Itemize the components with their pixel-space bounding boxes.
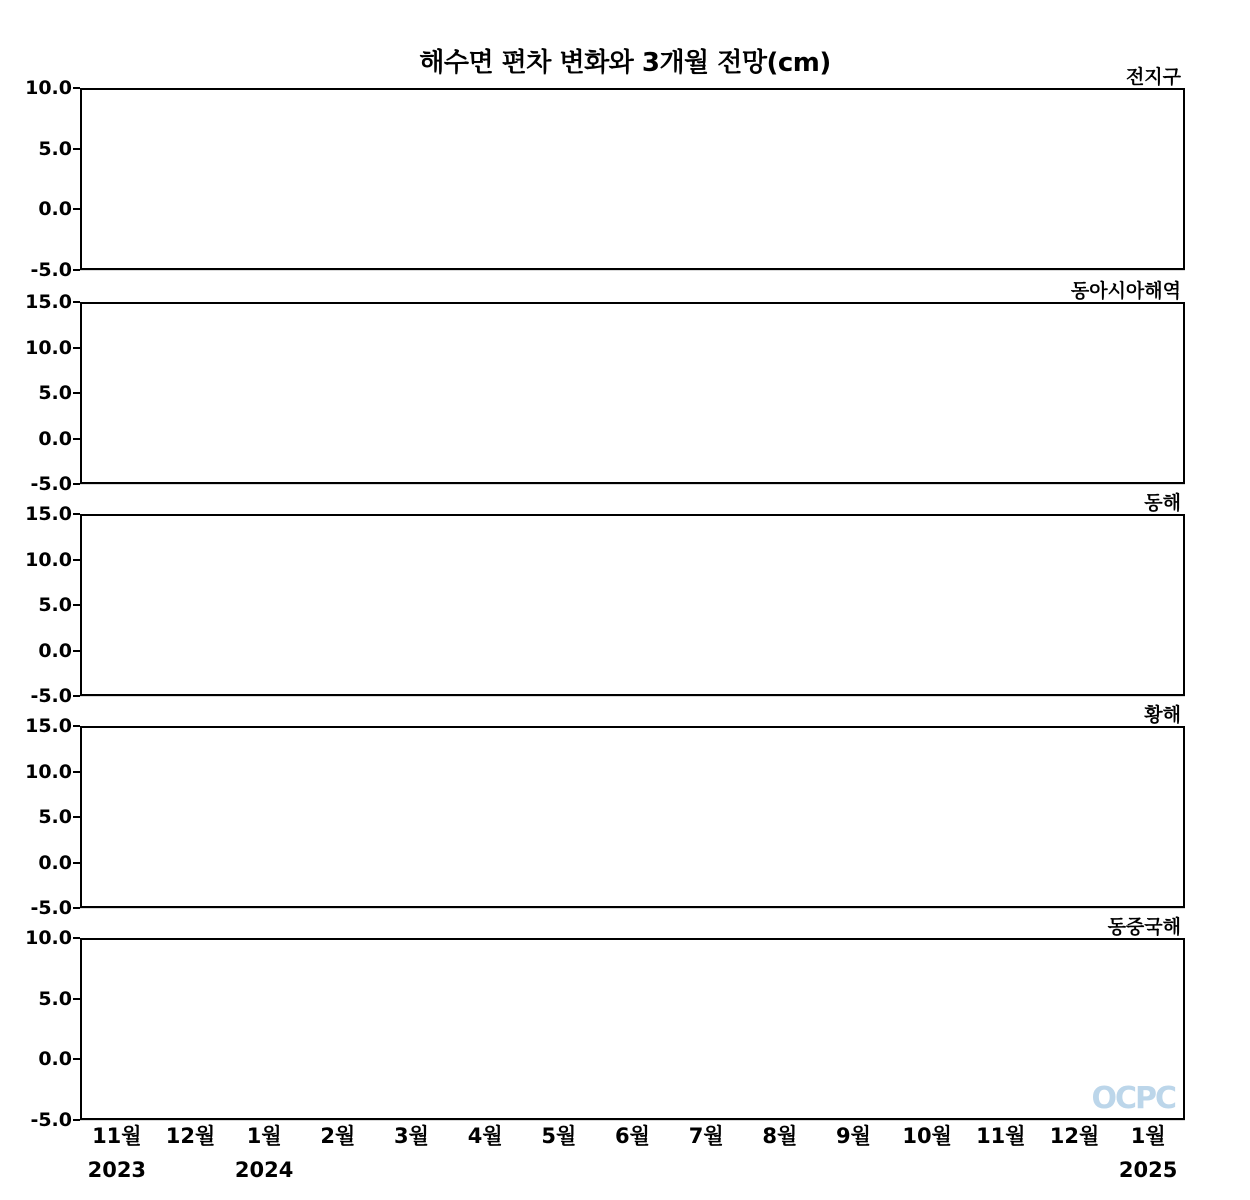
- chart-panel: [25, 66, 1185, 281]
- x-axis-year-label: 2024: [234, 1158, 294, 1182]
- y-axis-tick-label: 5.0: [38, 382, 72, 404]
- x-axis-year-label: 2025: [1118, 1158, 1178, 1182]
- gridline: [80, 270, 1185, 271]
- panel-title: 황해: [1144, 704, 1181, 726]
- y-axis-tick-mark: [73, 816, 80, 818]
- x-axis-tick-label: 11월: [976, 1124, 1026, 1148]
- y-axis-tick-label: -5.0: [30, 685, 72, 707]
- x-axis-tick-label: 12월: [165, 1124, 216, 1148]
- y-axis-tick-mark: [73, 907, 80, 909]
- y-axis-tick-mark: [73, 937, 80, 939]
- chart-panel: [25, 492, 1185, 707]
- y-axis-tick-label: 10.0: [25, 548, 72, 571]
- panel-title: 동해: [1144, 492, 1181, 514]
- panel-border: [80, 938, 1185, 1120]
- panel-title: 동중국해: [1107, 916, 1181, 938]
- gridline: [80, 484, 1185, 485]
- y-axis-tick-label: 0.0: [38, 427, 72, 450]
- x-axis-tick-label: 3월: [394, 1124, 429, 1148]
- y-axis-tick-label: 10.0: [25, 336, 72, 359]
- y-axis-tick-mark: [73, 301, 80, 303]
- y-axis-tick-label: 15.0: [25, 291, 72, 313]
- gridline: [80, 696, 1185, 697]
- chart-panel: [25, 280, 1185, 495]
- x-axis-tick-label: 5월: [541, 1124, 577, 1148]
- y-axis-tick-label: 10.0: [25, 760, 72, 783]
- y-axis-tick-mark: [73, 513, 80, 515]
- y-axis-tick-mark: [73, 87, 80, 89]
- y-axis-tick-label: -5.0: [30, 473, 72, 495]
- y-axis-tick-label: 5.0: [38, 987, 72, 1010]
- y-axis-tick-label: 15.0: [25, 715, 72, 737]
- panel-border: [80, 88, 1185, 270]
- y-axis-tick-mark: [73, 862, 80, 864]
- y-axis-tick-mark: [73, 269, 80, 271]
- y-axis-tick-label: -5.0: [30, 897, 72, 919]
- y-axis-tick-mark: [73, 604, 80, 606]
- x-axis-tick-label: 10월: [902, 1124, 952, 1148]
- y-axis-tick-label: -5.0: [30, 259, 72, 281]
- x-axis-tick-label: 7월: [688, 1124, 724, 1148]
- x-axis-tick-label: 1월: [246, 1124, 282, 1148]
- y-axis-tick-mark: [73, 392, 80, 394]
- panel-border: [80, 514, 1185, 696]
- y-axis-tick-label: 15.0: [25, 503, 72, 525]
- ocpc-watermark-logo: OCPC: [1091, 1081, 1175, 1116]
- y-axis-tick-mark: [73, 438, 80, 440]
- panel-border: [80, 302, 1185, 484]
- y-axis-tick-label: 0.0: [38, 639, 72, 662]
- x-axis-year-label: 2023: [87, 1158, 147, 1182]
- x-axis-tick-label: 6월: [615, 1124, 650, 1148]
- panel-title: 전지구: [1125, 66, 1181, 88]
- chart-panel: [25, 916, 1185, 1131]
- y-axis-tick-mark: [73, 559, 80, 561]
- x-axis-tick-label: 4월: [467, 1124, 503, 1148]
- chart-panel: [25, 704, 1185, 919]
- x-axis-labels: [80, 1120, 1185, 1160]
- x-axis-tick-label: 9월: [836, 1124, 871, 1148]
- y-axis-tick-mark: [73, 347, 80, 349]
- y-axis-tick-label: 5.0: [38, 137, 72, 160]
- y-axis-tick-mark: [73, 1058, 80, 1060]
- x-axis-tick-label: 1월: [1130, 1124, 1166, 1148]
- x-axis-tick-label: 11월: [92, 1124, 142, 1148]
- y-axis-tick-label: 0.0: [38, 198, 72, 221]
- page-title: 해수면 편차 변화와 3개월 전망(cm): [419, 48, 831, 78]
- panel-border: [80, 726, 1185, 908]
- y-axis-tick-label: 10.0: [25, 927, 72, 949]
- y-axis-tick-label: 5.0: [38, 806, 72, 828]
- y-axis-tick-label: -5.0: [30, 1109, 72, 1131]
- x-axis-tick-label: 12월: [1049, 1124, 1100, 1148]
- y-axis-tick-label: 0.0: [38, 1048, 72, 1071]
- y-axis-tick-label: 10.0: [25, 77, 72, 99]
- y-axis-tick-mark: [73, 148, 80, 150]
- y-axis-tick-mark: [73, 650, 80, 652]
- y-axis-tick-label: 0.0: [38, 851, 72, 874]
- y-axis-tick-mark: [73, 695, 80, 697]
- x-axis-tick-label: 8월: [762, 1124, 798, 1148]
- y-axis-tick-mark: [73, 725, 80, 727]
- panel-title: 동아시아해역: [1070, 280, 1181, 302]
- y-axis-tick-mark: [73, 1119, 80, 1121]
- y-axis-tick-mark: [73, 998, 80, 1000]
- y-axis-tick-mark: [73, 208, 80, 210]
- gridline: [80, 908, 1185, 909]
- y-axis-tick-label: 5.0: [38, 594, 72, 616]
- y-axis-tick-mark: [73, 483, 80, 485]
- y-axis-tick-mark: [73, 771, 80, 773]
- x-axis-tick-label: 2월: [320, 1124, 356, 1148]
